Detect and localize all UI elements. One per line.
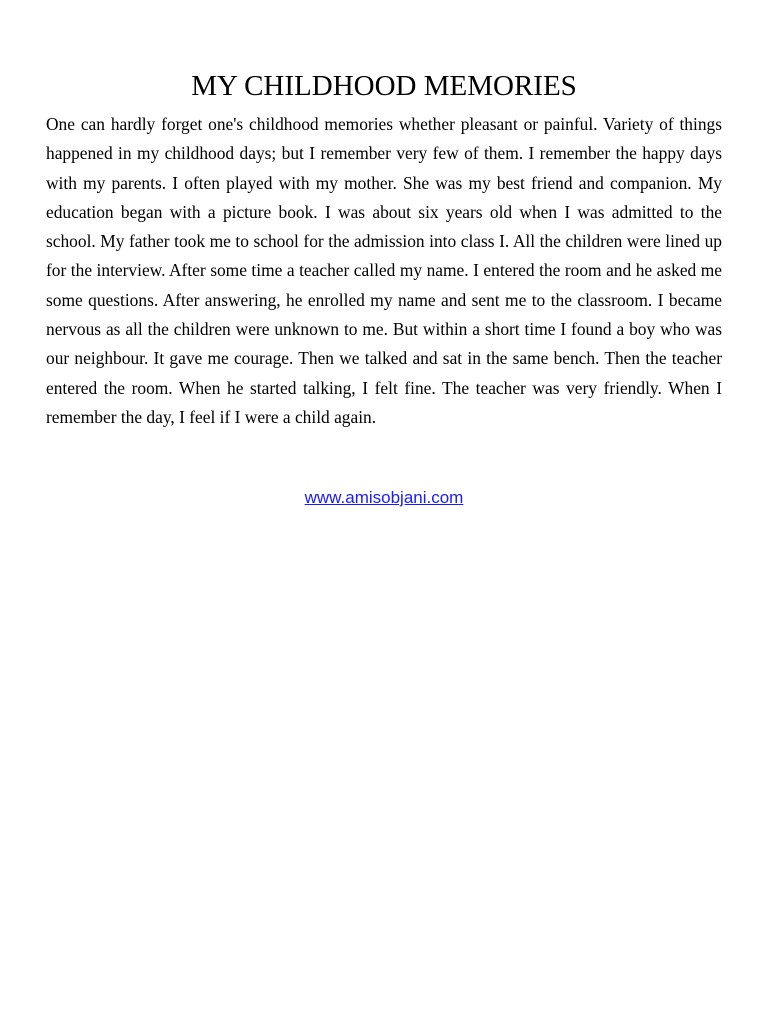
essay-paragraph: One can hardly forget one's childhood memories whether pleasant or painful. Variety of things happened in my childhood days; but I remember very few of them. I remember the happy days with my parents. I often played with my mother. She was my best friend and companion. My education began with a picture book. I was about six years old when I was admitted to the school. My father took me to school for the admission into class I. All the children were lined up for the interview. After some time a teacher called my name. I entered the room and he asked me some questions. After answering, he enrolled my name and sent me to the classroom. I became nervous as all the children were unknown to me. But within a short time I found a boy who was our neighbour. It gave me courage. Then we talked and sat in the same bench. Then the teacher entered the room. When he started talking, I felt fine. The teacher was very friendly. When I remember the day, I feel if I were a child again. [46,114,722,427]
footer-link-container [0,486,768,510]
page-title: MY CHILDHOOD MEMORIES [191,70,577,102]
website-link[interactable]: www.amisobjani.com [304,488,464,507]
